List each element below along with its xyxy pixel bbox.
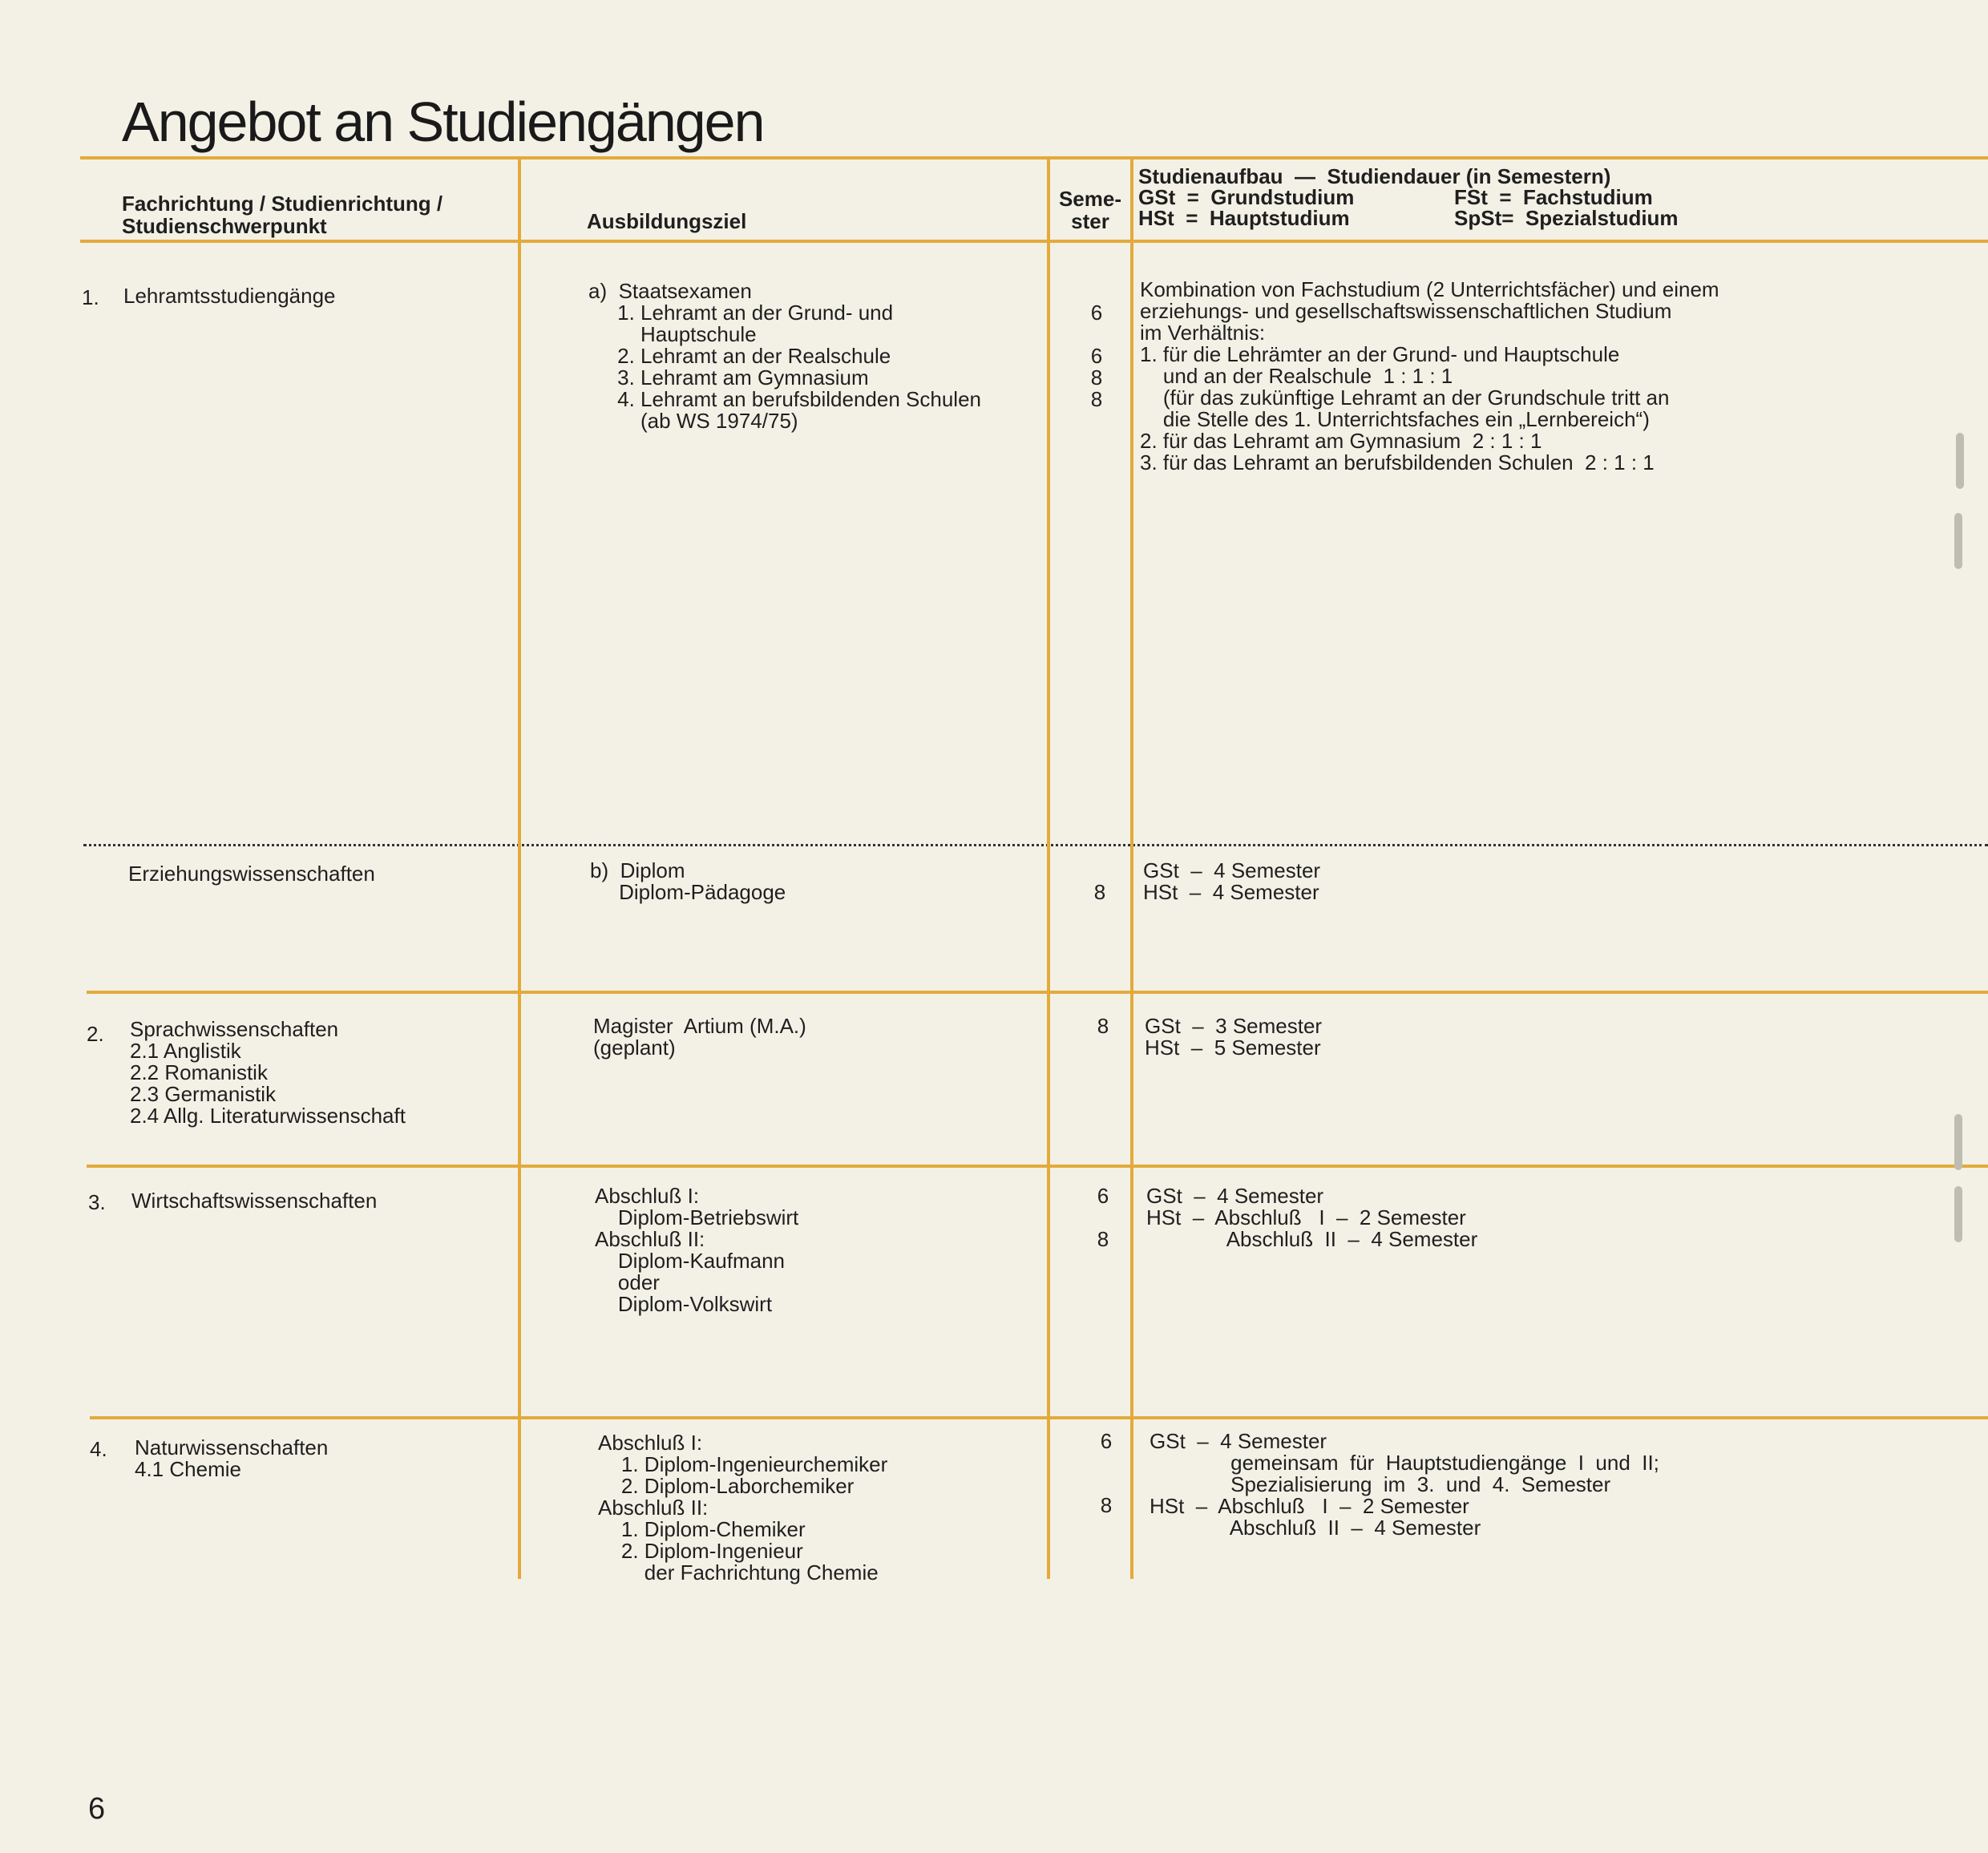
row4-number: 4. xyxy=(90,1437,107,1461)
row3-number: 3. xyxy=(88,1190,106,1214)
row1-semester: 8 xyxy=(1090,387,1103,411)
row1b-structure-line: GSt – 4 Semester xyxy=(1143,858,1321,882)
row2-field-line: 2.2 Romanistik xyxy=(130,1060,268,1084)
row1-goal-line: Hauptschule xyxy=(588,322,757,346)
row1-structure-line: die Stelle des 1. Unterrichtsfaches ein „Lernbereich“) xyxy=(1140,407,1650,431)
binder-hole-1 xyxy=(1956,433,1964,489)
row4-structure-line: Spezialisierung im 3. und 4. Semester xyxy=(1150,1472,1611,1496)
row1-goal-line: a) Staatsexamen xyxy=(588,279,752,303)
row2-field-line: 2.4 Allg. Literaturwissenschaft xyxy=(130,1104,406,1128)
row4-goal-line: 1. Diplom-Ingenieurchemiker xyxy=(598,1452,888,1476)
header-col3-line1: Seme- xyxy=(1058,187,1122,211)
row4-field-line: 4.1 Chemie xyxy=(135,1457,241,1481)
row1-structure-line: Kombination von Fachstudium (2 Unterrichtsfächer) und einem xyxy=(1140,277,1719,301)
row1-structure-line: 3. für das Lehramt an berufsbildenden Schulen 2 : 1 : 1 xyxy=(1140,450,1655,474)
row1-semester: 6 xyxy=(1090,301,1103,325)
row1-goal-line: (ab WS 1974/75) xyxy=(588,409,798,433)
row2-goal xyxy=(593,1015,806,1059)
row2-structure-line: HSt – 5 Semester xyxy=(1145,1036,1321,1060)
col-divider-3 xyxy=(1130,156,1133,1579)
row4-structure-a xyxy=(1150,1431,1659,1496)
page-number: 6 xyxy=(88,1792,106,1826)
rule-dotted xyxy=(83,844,1988,846)
rule-top xyxy=(80,156,1988,159)
row4-structure-line: HSt – Abschluß I – 2 Semester xyxy=(1150,1494,1469,1518)
row2-field xyxy=(130,1019,406,1127)
rule-row1-bottom xyxy=(87,991,1988,994)
row1-number: 1. xyxy=(82,285,99,309)
row4-structure-b xyxy=(1150,1496,1481,1539)
col-divider-1 xyxy=(518,156,521,1579)
col-divider-2 xyxy=(1047,156,1050,1579)
row4-structure-line: gemeinsam für Hauptstudiengänge I und II; xyxy=(1150,1451,1659,1475)
row1-semester: 8 xyxy=(1090,365,1103,390)
row4-goal-line: 2. Diplom-Ingenieur xyxy=(598,1539,803,1563)
row3-structure-line: HSt – Abschluß I – 2 Semester xyxy=(1146,1205,1466,1229)
row3-structure xyxy=(1146,1185,1477,1250)
row1-field: Lehramtsstudiengänge xyxy=(123,284,336,308)
header-col1-line1: Fachrichtung / Studienrichtung / xyxy=(122,192,443,216)
row4-semester: 8 xyxy=(1100,1493,1113,1517)
rule-row3-bottom xyxy=(90,1416,1988,1419)
header-col4-line1: Studienaufbau — Studiendauer (in Semestern) xyxy=(1138,164,1611,188)
row4-goal-line: 1. Diplom-Chemiker xyxy=(598,1517,806,1541)
row1-goal-line: 2. Lehramt an der Realschule xyxy=(588,344,891,368)
row3-goal-line: Diplom-Betriebswirt xyxy=(595,1205,799,1229)
page-title: Angebot an Studiengängen xyxy=(122,91,764,153)
row3-goal-line: Abschluß II: xyxy=(595,1227,705,1251)
row4-semester: 6 xyxy=(1100,1429,1113,1453)
row2-field-line: 2.3 Germanistik xyxy=(130,1082,277,1106)
header-col1 xyxy=(122,192,442,237)
row2-field-line: 2.1 Anglistik xyxy=(130,1039,241,1063)
row2-goal-line: (geplant) xyxy=(593,1036,676,1060)
row3-field: Wirtschaftswissenschaften xyxy=(131,1189,378,1213)
row1-structure-line: erziehungs- und gesellschaftswissenschaftlichen Studium xyxy=(1140,299,1672,323)
header-col1-line2: Studienschwerpunkt xyxy=(122,214,327,238)
row4-goal-line: Abschluß I: xyxy=(598,1431,703,1455)
row1-structure xyxy=(1140,279,1719,474)
header-col4-fst: FSt = Fachstudium xyxy=(1454,185,1653,209)
row1b-structure xyxy=(1143,860,1320,903)
row1-structure-line: und an der Realschule 1 : 1 : 1 xyxy=(1140,364,1453,388)
row2-goal-line: Magister Artium (M.A.) xyxy=(593,1014,806,1038)
row3-structure-line: Abschluß II – 4 Semester xyxy=(1146,1227,1478,1251)
row3-goal-line: oder xyxy=(595,1270,660,1294)
row3-goal-line: Abschluß I: xyxy=(595,1184,700,1208)
row1-semester: 6 xyxy=(1090,344,1103,368)
header-col4-gst: GSt = Grundstudium xyxy=(1138,185,1355,209)
header-col3 xyxy=(1052,188,1129,232)
row1-structure-line: 1. für die Lehrämter an der Grund- und Hauptschule xyxy=(1140,342,1620,366)
row1-structure-line: (für das zukünftige Lehramt an der Grundschule tritt an xyxy=(1140,386,1670,410)
row1-structure-line: im Verhältnis: xyxy=(1140,321,1266,345)
row3-goal-line: Diplom-Kaufmann xyxy=(595,1249,785,1273)
row2-structure-line: GSt – 3 Semester xyxy=(1145,1014,1323,1038)
row1-goal-line: 4. Lehramt an berufsbildenden Schulen xyxy=(588,387,981,411)
row1b-structure-line: HSt – 4 Semester xyxy=(1143,880,1319,904)
row3-semester: 6 xyxy=(1097,1184,1109,1208)
row3-goal xyxy=(595,1185,798,1315)
row2-semester: 8 xyxy=(1097,1014,1109,1038)
row2-structure xyxy=(1145,1015,1322,1059)
row4-structure-line: Abschluß II – 4 Semester xyxy=(1150,1516,1481,1540)
row3-structure-line: GSt – 4 Semester xyxy=(1146,1184,1324,1208)
row1-goal-line: 3. Lehramt am Gymnasium xyxy=(588,365,869,390)
header-col3-line2: ster xyxy=(1071,209,1109,233)
row1b-semester: 8 xyxy=(1093,880,1106,904)
row3-goal-line: Diplom-Volkswirt xyxy=(595,1292,773,1316)
binder-hole-4 xyxy=(1954,1186,1962,1242)
row2-number: 2. xyxy=(87,1022,104,1046)
row1b-goal xyxy=(590,860,786,903)
row4-goal-line: der Fachrichtung Chemie xyxy=(598,1560,879,1585)
row1-structure-line: 2. für das Lehramt am Gymnasium 2 : 1 : 1 xyxy=(1140,429,1542,453)
rule-row2-bottom xyxy=(87,1165,1988,1168)
binder-hole-3 xyxy=(1954,1114,1962,1170)
binder-hole-2 xyxy=(1954,513,1962,569)
header-col2: Ausbildungsziel xyxy=(587,209,747,233)
row1-goal xyxy=(588,281,981,432)
row1b-goal-line: b) Diplom xyxy=(590,858,685,882)
row4-field xyxy=(135,1437,328,1480)
rule-header-bottom xyxy=(80,240,1988,243)
row2-field-line: Sprachwissenschaften xyxy=(130,1017,339,1041)
row1b-field: Erziehungswissenschaften xyxy=(128,862,375,886)
row4-structure-line: GSt – 4 Semester xyxy=(1150,1429,1327,1453)
row4-field-line: Naturwissenschaften xyxy=(135,1435,329,1459)
header-col4-hst: HSt = Hauptstudium xyxy=(1138,206,1350,230)
row3-semester: 8 xyxy=(1097,1227,1109,1251)
row1b-goal-line: Diplom-Pädagoge xyxy=(590,880,786,904)
row4-goal-line: Abschluß II: xyxy=(598,1496,709,1520)
row4-goal xyxy=(598,1432,887,1584)
header-col4-spst: SpSt= Spezialstudium xyxy=(1454,206,1679,230)
row1-goal-line: 1. Lehramt an der Grund- und xyxy=(588,301,894,325)
row4-goal-line: 2. Diplom-Laborchemiker xyxy=(598,1474,855,1498)
